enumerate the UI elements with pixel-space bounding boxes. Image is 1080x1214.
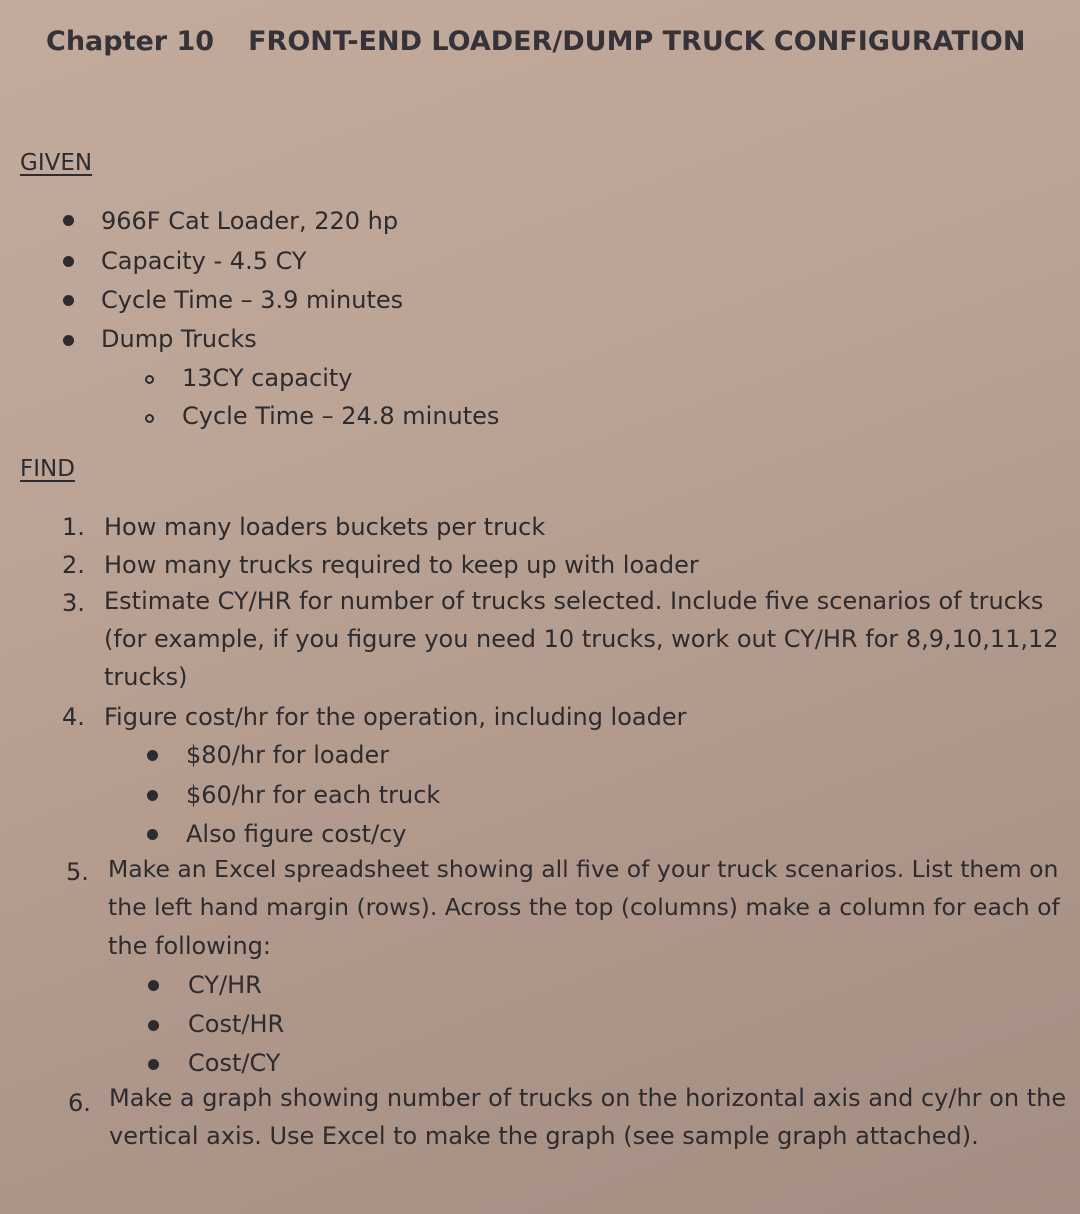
find-5-bullet-3 (148, 1059, 159, 1070)
find-item-bullet-text: CY/HR (188, 971, 262, 999)
find-item-bullet-text: $60/hr for each truck (186, 781, 441, 809)
find-4-bullet-3 (147, 829, 158, 840)
find-item-number: 1. (62, 513, 85, 541)
find-item-text: Estimate CY/HR for number of trucks selected. Include five scenarios of trucks (104, 587, 1044, 615)
find-item-bullet-text: $80/hr for loader (186, 741, 390, 769)
given-sub-bullet-2 (145, 414, 154, 423)
find-item-text: Figure cost/hr for the operation, including loader (104, 703, 687, 731)
find-item-bullet-text: Also figure cost/cy (186, 820, 407, 848)
chapter-header (46, 26, 1025, 57)
find-item-bullet-text: Cost/CY (188, 1049, 281, 1077)
chapter-number: Chapter 10 (46, 26, 215, 57)
given-sub-item: 13CY capacity (182, 364, 353, 392)
given-bullet-2 (63, 256, 74, 267)
find-item-text: the left hand margin (rows). Across the top (columns) make a column for each of (108, 893, 1060, 921)
find-item-number: 3. (62, 589, 85, 617)
find-4-bullet-1 (147, 750, 158, 761)
find-5-bullet-2 (148, 1020, 159, 1031)
find-item-number: 6. (68, 1089, 91, 1117)
find-item-number: 2. (62, 551, 85, 579)
given-bullet-3 (63, 295, 74, 306)
find-item-text: the following: (108, 932, 271, 960)
find-item-text: (for example, if you figure you need 10 trucks, work out CY/HR for 8,9,10,11,12 (104, 625, 1059, 653)
find-5-bullet-1 (148, 980, 159, 991)
find-4-bullet-2 (147, 790, 158, 801)
given-heading: GIVEN (20, 150, 93, 176)
given-sub-item: Cycle Time – 24.8 minutes (182, 402, 500, 430)
given-item: 966F Cat Loader, 220 hp (101, 207, 399, 235)
given-bullet-4 (63, 335, 74, 346)
find-item-text: trucks) (104, 663, 188, 691)
find-item-text: vertical axis. Use Excel to make the graph (see sample graph attached). (109, 1122, 979, 1150)
chapter-title: FRONT-END LOADER/DUMP TRUCK CONFIGURATION (248, 26, 1026, 57)
find-heading: FIND (20, 456, 75, 482)
given-bullet-1 (63, 215, 74, 226)
given-item: Cycle Time – 3.9 minutes (101, 286, 404, 314)
given-item: Capacity - 4.5 CY (101, 247, 307, 275)
find-item-bullet-text: Cost/HR (188, 1010, 285, 1038)
given-sub-bullet-1 (145, 375, 154, 384)
find-item-text: How many loaders buckets per truck (104, 513, 546, 541)
find-item-text: Make an Excel spreadsheet showing all five of your truck scenarios. List them on (108, 855, 1059, 883)
find-item-text: How many trucks required to keep up with loader (104, 551, 699, 579)
find-item-number: 4. (62, 703, 85, 731)
find-item-number: 5. (66, 858, 89, 886)
given-item: Dump Trucks (101, 325, 257, 353)
find-item-text: Make a graph showing number of trucks on the horizontal axis and cy/hr on the (109, 1084, 1067, 1112)
